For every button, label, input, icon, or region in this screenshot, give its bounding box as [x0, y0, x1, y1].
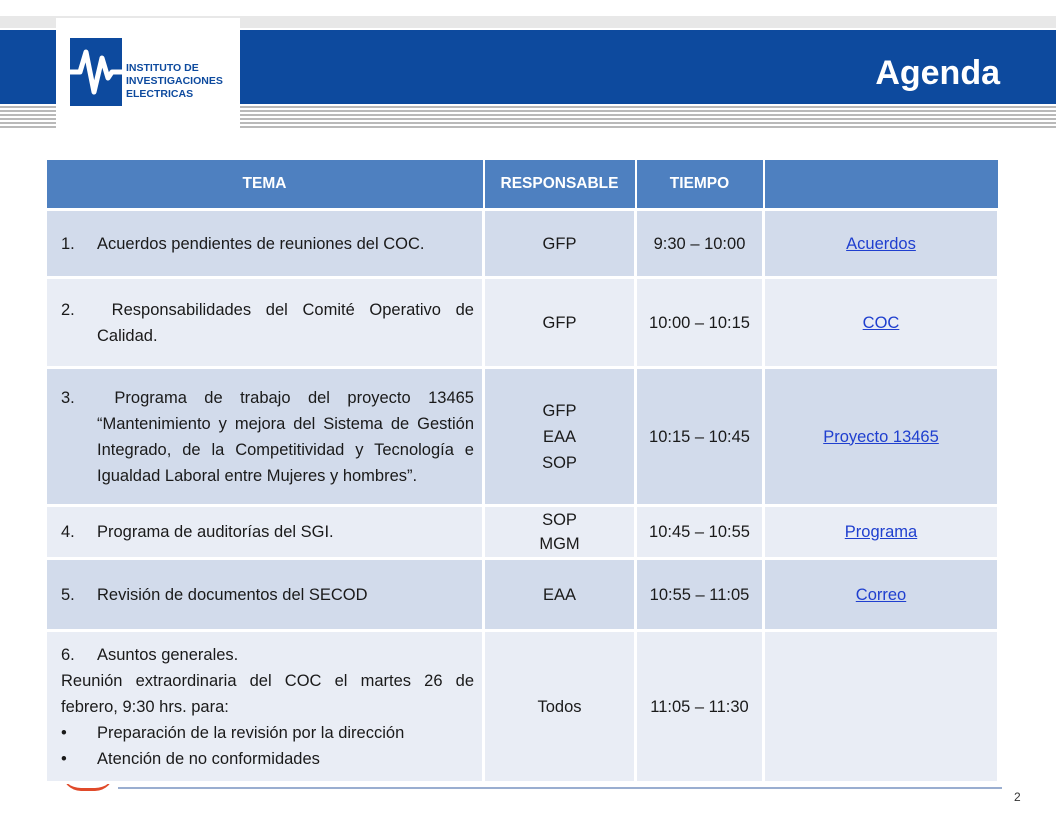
time-cell: 10:45 – 10:55 [636, 506, 764, 559]
responsible-name: SOP [542, 511, 577, 529]
table-row [46, 559, 999, 631]
table-header-row [46, 159, 999, 210]
topic-number: 3. [61, 388, 75, 407]
correo-link[interactable]: Correo [855, 585, 907, 604]
programa-link[interactable]: Programa [844, 523, 918, 541]
link-cell [764, 506, 999, 559]
topic-cell [46, 506, 484, 559]
link-cell [764, 210, 999, 278]
page-title: Agenda [875, 54, 1000, 92]
responsible-cell [484, 506, 636, 559]
bullet-icon: • [61, 749, 67, 768]
topic-text: Asuntos generales. [97, 645, 239, 664]
responsible-name: GFP [542, 313, 577, 332]
responsible-cell [484, 210, 636, 278]
proyecto-link[interactable]: Proyecto 13465 [823, 427, 939, 446]
topic-text: Responsabilidades del Comité Operativo de Calidad. [97, 300, 474, 345]
responsible-cell [484, 368, 636, 506]
header-blue-band-left [0, 30, 56, 104]
time-cell: 9:30 – 10:00 [636, 210, 764, 278]
topic-text: Programa de auditorías del SGI. [97, 523, 334, 541]
responsible-name: EAA [542, 427, 577, 446]
time-cell: 11:05 – 11:30 [636, 631, 764, 783]
topic-text: Acuerdos pendientes de reuniones del COC. [97, 234, 425, 253]
logo-line-2: INVESTIGACIONES [126, 75, 223, 87]
page-number: 2 [1014, 790, 1021, 804]
table-row [46, 278, 999, 368]
bullet-text: Preparación de la revisión por la dirección [97, 723, 405, 742]
time-cell: 10:00 – 10:15 [636, 278, 764, 368]
logo [56, 18, 240, 128]
acuerdos-link[interactable]: Acuerdos [846, 234, 916, 253]
responsible-name: GFP [542, 401, 577, 420]
column-header-tema: TEMA [46, 159, 484, 210]
table-row [46, 210, 999, 278]
topic-cell [46, 210, 484, 278]
link-cell [764, 278, 999, 368]
table-row [46, 506, 999, 559]
responsible-name: SOP [542, 453, 577, 472]
table-row [46, 631, 999, 783]
column-header-responsable: RESPONSABLE [484, 159, 636, 210]
topic-number: 4. [61, 523, 75, 541]
bullet-icon: • [61, 723, 67, 742]
link-cell [764, 631, 999, 783]
bullet-text: Atención de no conformidades [97, 749, 320, 768]
responsible-name: EAA [542, 585, 577, 604]
link-cell [764, 368, 999, 506]
logo-line-3: ELECTRICAS [126, 88, 194, 100]
time-cell: 10:55 – 11:05 [636, 559, 764, 631]
topic-text: Revisión de documentos del SECOD [97, 585, 368, 604]
responsible-name: MGM [539, 535, 580, 553]
column-header-tiempo: TIEMPO [636, 159, 764, 210]
topic-cell [46, 368, 484, 506]
responsible-name: GFP [542, 234, 577, 253]
topic-number: 1. [61, 234, 75, 253]
time-cell: 10:15 – 10:45 [636, 368, 764, 506]
link-cell [764, 559, 999, 631]
responsible-cell [484, 278, 636, 368]
column-header-link [764, 159, 999, 210]
footer-line [118, 787, 1002, 789]
topic-cell [46, 631, 484, 783]
iie-logo-icon [70, 38, 122, 106]
responsible-cell [484, 631, 636, 783]
responsible-cell [484, 559, 636, 631]
topic-cell [46, 278, 484, 368]
table-row [46, 368, 999, 506]
coc-link[interactable]: COC [862, 313, 900, 332]
topic-text: Programa de trabajo del proyecto 13465 “Mantenimiento y mejora del Sistema de Gestión Integrado, de la Competitividad y Tecnología e Igualdad Laboral entre Mujeres y hombres”. [97, 388, 474, 485]
logo-line-1: INSTITUTO DE [126, 62, 199, 74]
logo-text [126, 62, 240, 101]
topic-cell [46, 559, 484, 631]
responsible-name: Todos [537, 697, 582, 716]
topic-number: 5. [61, 585, 75, 604]
agenda-table [44, 158, 1000, 784]
topic-number: 2. [61, 300, 75, 319]
topic-number: 6. [61, 645, 75, 664]
topic-extra-text: Reunión extraordinaria del COC el martes 26 de febrero, 9:30 hrs. para: [61, 671, 474, 716]
